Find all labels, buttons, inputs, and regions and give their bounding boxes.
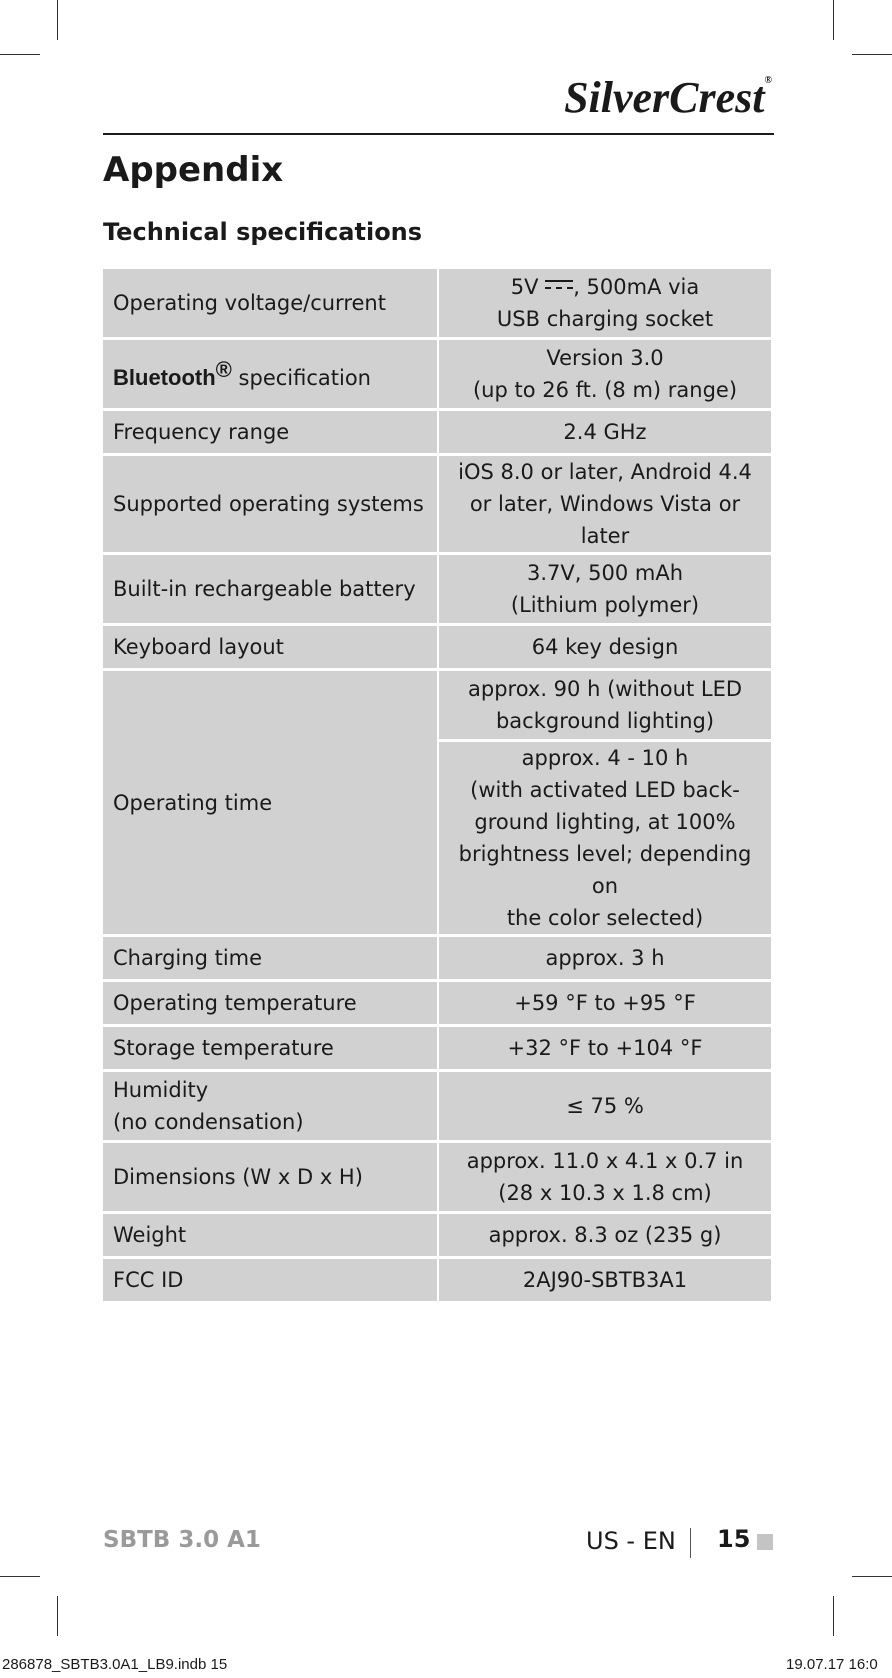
crop-mark xyxy=(833,0,834,40)
table-row xyxy=(103,269,771,337)
spec-value: iOS 8.0 or later, Android 4.4 or later, Windows Vista or later xyxy=(439,456,771,552)
spec-value: approx. 4 - 10 h (with activated LED back- ground lighting, at 100% brightness level; depending on the color selected) xyxy=(439,742,771,934)
spec-value: Version 3.0 (up to 26 ft. (8 m) range) xyxy=(439,340,771,408)
spec-table xyxy=(101,266,773,1304)
spec-label: Frequency range xyxy=(103,411,437,453)
spec-label: Storage temperature xyxy=(103,1027,437,1069)
spec-value: 2AJ90-SBTB3A1 xyxy=(439,1259,771,1301)
spec-value: +32 °F to +104 °F xyxy=(439,1027,771,1069)
spec-label: Humidity (no condensation) xyxy=(103,1072,437,1140)
table-row xyxy=(103,411,771,453)
print-slug-datetime: 19.07.17 16:0 xyxy=(786,1656,878,1673)
spec-value: 5V , 500mA via USB charging socket xyxy=(439,269,771,337)
table-row xyxy=(103,937,771,979)
crop-mark xyxy=(833,1596,834,1636)
header-rule xyxy=(103,133,774,135)
table-row xyxy=(103,340,771,408)
spec-value: approx. 11.0 x 4.1 x 0.7 in (28 x 10.3 x 1.8 cm) xyxy=(439,1143,771,1211)
spec-value: approx. 90 h (without LED background lighting) xyxy=(439,671,771,739)
page-title: Appendix xyxy=(103,150,284,190)
spec-label: Keyboard layout xyxy=(103,626,437,668)
footer-model: SBTB 3.0 A1 xyxy=(103,1527,261,1553)
table-row xyxy=(103,456,771,552)
table-row xyxy=(103,671,771,739)
table-row xyxy=(103,555,771,623)
table-row xyxy=(103,982,771,1024)
crop-mark xyxy=(0,1576,40,1577)
spec-value: 64 key design xyxy=(439,626,771,668)
crop-mark xyxy=(57,0,58,40)
spec-label: Dimensions (W x D x H) xyxy=(103,1143,437,1211)
print-slug-file: 286878_SBTB3.0A1_LB9.indb 15 xyxy=(2,1656,228,1673)
page-marker-square-icon xyxy=(757,1534,773,1550)
spec-label: Built-in rechargeable battery xyxy=(103,555,437,623)
dc-symbol-icon xyxy=(545,280,573,291)
spec-value: approx. 3 h xyxy=(439,937,771,979)
spec-label: Bluetooth® specification xyxy=(103,340,437,408)
table-row xyxy=(103,1027,771,1069)
spec-label: Supported operating systems xyxy=(103,456,437,552)
spec-label: FCC ID xyxy=(103,1259,437,1301)
spec-value: 3.7V, 500 mAh (Lithium polymer) xyxy=(439,555,771,623)
crop-mark xyxy=(0,54,40,55)
spec-value: +59 °F to +95 °F xyxy=(439,982,771,1024)
table-row xyxy=(103,1072,771,1140)
spec-label: Operating temperature xyxy=(103,982,437,1024)
spec-label: Operating voltage/current xyxy=(103,269,437,337)
spec-label: Weight xyxy=(103,1214,437,1256)
footer-separator xyxy=(690,1528,691,1558)
brand-logo: SilverCrest® xyxy=(564,73,772,122)
section-title: Technical specifications xyxy=(103,218,423,246)
crop-mark xyxy=(852,1576,892,1577)
spec-label: Operating time xyxy=(103,671,437,934)
spec-value: 2.4 GHz xyxy=(439,411,771,453)
spec-value: approx. 8.3 oz (235 g) xyxy=(439,1214,771,1256)
crop-mark xyxy=(852,54,892,55)
page-number: 15 xyxy=(717,1525,751,1553)
table-row xyxy=(103,626,771,668)
spec-label: Charging time xyxy=(103,937,437,979)
table-row xyxy=(103,1259,771,1301)
table-row xyxy=(103,1214,771,1256)
footer-language: US - EN xyxy=(586,1527,676,1555)
crop-mark xyxy=(57,1596,58,1636)
table-row xyxy=(103,1143,771,1211)
spec-value: ≤ 75 % xyxy=(439,1072,771,1140)
